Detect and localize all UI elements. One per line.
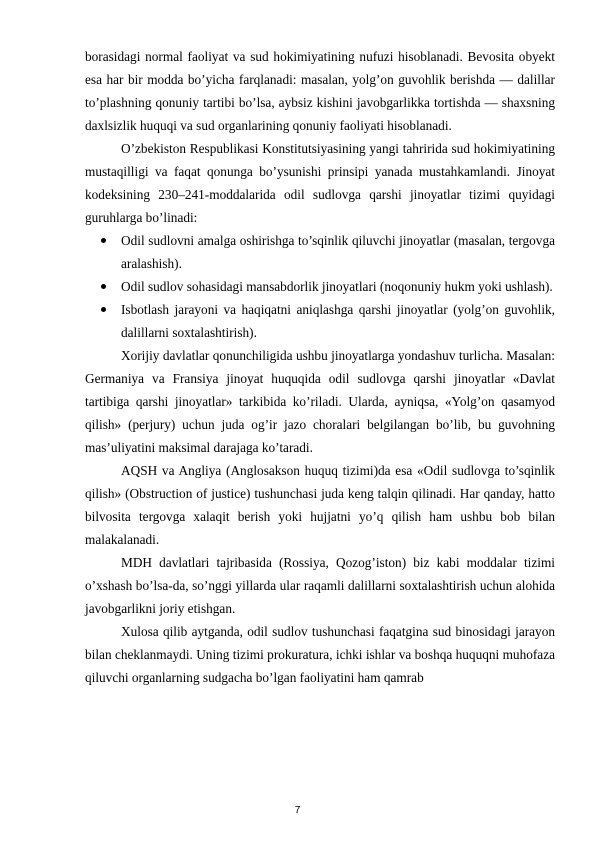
paragraph-3: Xorijiy davlatlar qonunchiligida ushbu jinoyatlarga yondashuv turlicha. Masalan: Germaniya va Fransiya jinoyat huquqida odil sudlovga qarshi jinoyatlar «Davlat tartibiga qarshi jinoyatlar» tarkibida ko’riladi. Ularda, ayniqsa, «Yolg’on qasamyod qilish» (perjury) uchun juda og’ir jazo choralari belgilangan bo’lib, bu guvohning mas’uliyatini maksimal darajaga ko’taradi.	[85, 348, 555, 455]
document-body	[85, 45, 555, 689]
bullet-icon	[101, 307, 106, 312]
paragraph-4: AQSH va Angliya (Anglosakson huquq tizimi)da esa «Odil sudlovga to’sqinlik qilish» (Obstruction of justice) tushunchasi juda keng talqin qilinadi. Har qanday, hatto bilvosita tergovga xalaqit berish yoki hujjatni yo’q qilish ham ushbu bob bilan malakalanadi.	[85, 463, 555, 547]
paragraph-2: O’zbekiston Respublikasi Konstitutsiyasining yangi tahririda sud hokimiyatining mustaqilligi va faqat qonunga bo’ysunishi prinsipi yanada mustahkamlandi. Jinoyat kodeksining 230–241-moddalarida odil sudlovga qarshi jinoyatlar tizimi quyidagi guruhlarga bo’linadi:	[85, 141, 555, 225]
list-item	[85, 298, 555, 344]
page-number: 7	[294, 805, 301, 816]
paragraph-1: borasidagi normal faoliyat va sud hokimiyatining nufuzi hisoblanadi. Bevosita obyekt esa har bir modda bo’yicha farqlanadi: masalan, yolg’on guvohlik berishda — dalillar to’plashning qonuniy tartibi bo’lsa, aybsiz kishini javobgarlikka tortishda — shaxsning daxlsizlik huquqi va sud organlarining qonuniy faoliyati hisoblanadi.	[85, 49, 555, 133]
bullet-icon	[101, 284, 106, 289]
bullet-icon	[101, 238, 106, 243]
paragraph-5: MDH davlatlari tajribasida (Rossiya, Qozog’iston) biz kabi moddalar tizimi o’xshash bo’lsa-da, so’nggi yillarda ular raqamli dalillarni soxtalashtirish uchun alohida javobgarlikni joriy etishgan.	[85, 555, 555, 616]
list-item-text: Odil sudlovni amalga oshirishga to’sqinlik qiluvchi jinoyatlar (masalan, tergovga aralashish).	[121, 233, 555, 271]
list-item	[85, 275, 555, 298]
list-item-text: Isbotlash jarayoni va haqiqatni aniqlashga qarshi jinoyatlar (yolg’on guvohlik, dalillarni soxtalashtirish).	[121, 302, 555, 340]
bullet-list	[85, 229, 555, 344]
list-item-text: Odil sudlov sohasidagi mansabdorlik jinoyatlari (noqonuniy hukm yoki ushlash).	[121, 279, 553, 294]
list-item	[85, 229, 555, 275]
paragraph-6: Xulosa qilib aytganda, odil sudlov tushunchasi faqatgina sud binosidagi jarayon bilan cheklanmaydi. Uning tizimi prokuratura, ichki ishlar va boshqa huquqni muhofaza qiluvchi organlarning sudgacha bo’lgan faoliyatini ham qamrab	[85, 624, 555, 685]
